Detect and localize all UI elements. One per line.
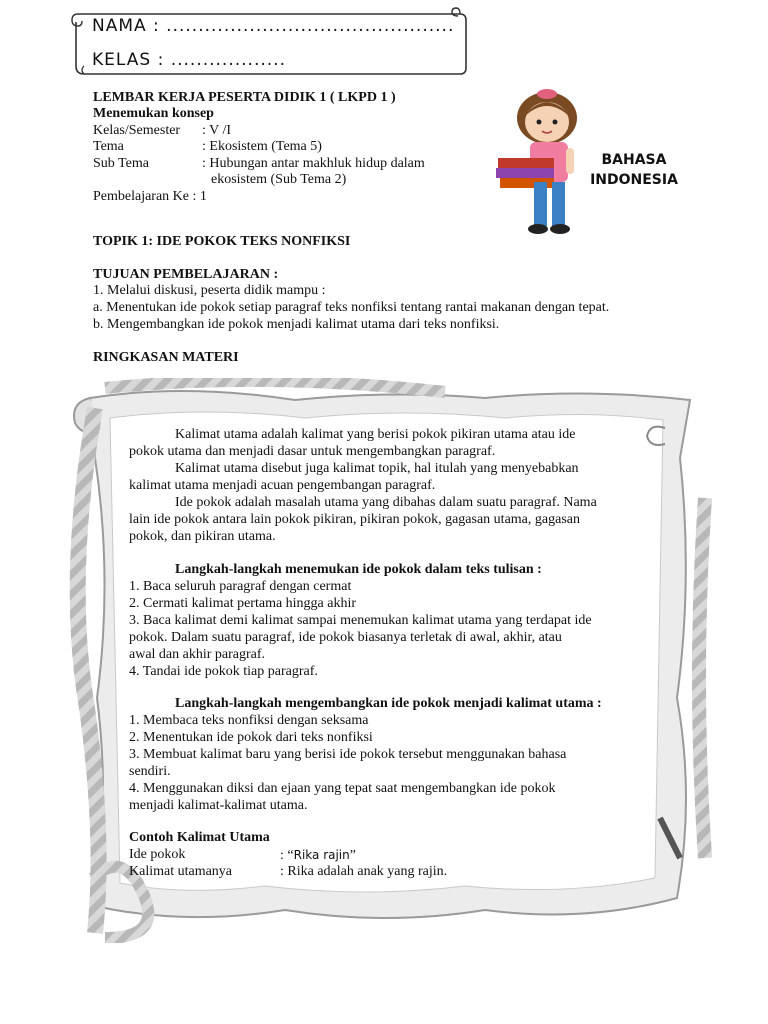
tujuan-heading: TUJUAN PEMBELAJARAN : — [93, 267, 279, 282]
langkah2-heading: Langkah-langkah mengembangkan ide pokok menjadi kalimat utama : — [175, 696, 602, 711]
langkah1-item: 2. Cermati kalimat pertama hingga akhir — [129, 596, 357, 611]
langkah1-item: 4. Tandai ide pokok tiap paragraf. — [129, 664, 318, 679]
kelas-field[interactable]: KELAS : .................. — [92, 50, 286, 70]
topik-heading: TOPIK 1: IDE POKOK TEKS NONFIKSI — [93, 234, 351, 249]
langkah2-item: sendiri. — [129, 764, 171, 779]
info-value-subtema-cont: ekosistem (Sub Tema 2) — [211, 172, 347, 187]
langkah1-heading: Langkah-langkah menemukan ide pokok dalam teks tulisan : — [175, 562, 542, 577]
nama-field[interactable]: NAMA : ............................................. — [92, 16, 455, 36]
contoh-value-ide: : “Rika rajin” — [280, 848, 356, 863]
contoh-label-ide: Ide pokok — [129, 847, 186, 862]
materi-line: kalimat utama menjadi acuan pengembangan paragraf. — [129, 478, 436, 493]
contoh-heading: Contoh Kalimat Utama — [129, 830, 270, 845]
info-value-tema: : Ekosistem (Tema 5) — [202, 139, 322, 154]
materi-line: pokok utama dan menjadi dasar untuk mengembangkan paragraf. — [129, 444, 496, 459]
ringkasan-heading: RINGKASAN MATERI — [93, 350, 239, 365]
langkah2-item: 3. Membuat kalimat baru yang berisi ide pokok tersebut menggunakan bahasa — [129, 747, 567, 762]
langkah1-item: awal dan akhir paragraf. — [129, 647, 266, 662]
info-label-pembelajaran: Pembelajaran Ke : 1 — [93, 189, 207, 204]
info-label-kelas: Kelas/Semester — [93, 123, 181, 138]
langkah2-item: 4. Menggunakan diksi dan ejaan yang tepat saat mengembangkan ide pokok — [129, 781, 556, 796]
info-value-kelas: : V /I — [202, 123, 232, 138]
tujuan-line-a: a. Menentukan ide pokok setiap paragraf teks nonfiksi tentang rantai makanan dengan tepat. — [93, 300, 610, 315]
materi-line: Kalimat utama disebut juga kalimat topik, hal itulah yang menyebabkan — [175, 461, 579, 476]
materi-line: Ide pokok adalah masalah utama yang dibahas dalam suatu paragraf. Nama — [175, 495, 597, 510]
lkpd-title: LEMBAR KERJA PESERTA DIDIK 1 ( LKPD 1 ) — [93, 90, 396, 105]
materi-line: lain ide pokok antara lain pokok pikiran, pikiran pokok, gagasan utama, gagasan — [129, 512, 580, 527]
materi-line: Kalimat utama adalah kalimat yang berisi pokok pikiran utama atau ide — [175, 427, 576, 442]
langkah1-item: 1. Baca seluruh paragraf dengan cermat — [129, 579, 352, 594]
materi-line: pokok, dan pikiran utama. — [129, 529, 276, 544]
langkah1-item: pokok. Dalam suatu paragraf, ide pokok biasanya terletak di awal, akhir, atau — [129, 630, 562, 645]
tujuan-line-1: 1. Melalui diskusi, peserta didik mampu : — [93, 283, 326, 298]
langkah2-item: menjadi kalimat-kalimat utama. — [129, 798, 308, 813]
contoh-label-kalimat: Kalimat utamanya — [129, 864, 233, 879]
info-value-subtema: : Hubungan antar makhluk hidup dalam — [202, 156, 425, 171]
lkpd-subtitle: Menemukan konsep — [93, 106, 214, 121]
subject-badge-line2: INDONESIA — [590, 172, 678, 188]
langkah2-item: 2. Menentukan ide pokok dari teks nonfiksi — [129, 730, 373, 745]
langkah1-item: 3. Baca kalimat demi kalimat sampai menemukan kalimat utama yang terdapat ide — [129, 613, 592, 628]
info-label-subtema: Sub Tema — [93, 156, 149, 171]
info-label-tema: Tema — [93, 139, 124, 154]
name-class-banner — [68, 6, 470, 76]
langkah2-item: 1. Membaca teks nonfiksi dengan seksama — [129, 713, 369, 728]
tujuan-line-b: b. Mengembangkan ide pokok menjadi kalimat utama dari teks nonfiksi. — [93, 317, 500, 332]
contoh-value-kalimat: : Rika adalah anak yang rajin. — [280, 864, 448, 879]
subject-badge-line1: BAHASA — [601, 152, 667, 168]
subject-badge — [575, 150, 693, 190]
